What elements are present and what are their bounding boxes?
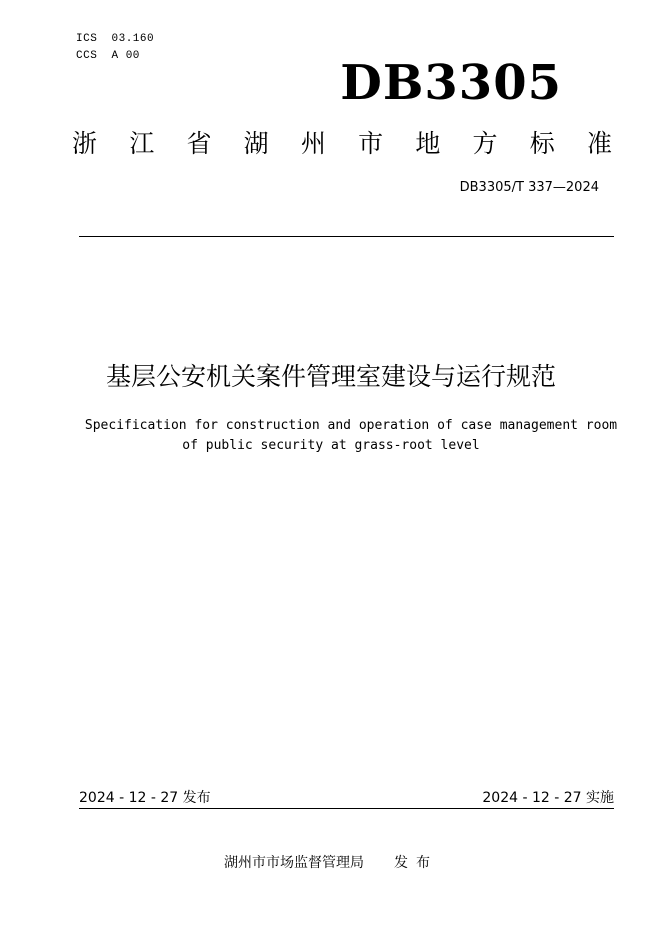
category-char: 州	[300, 129, 326, 158]
ccs-code: CCS A 00	[76, 50, 140, 62]
bottom-divider	[79, 808, 614, 809]
issue-date: 2024 - 12 - 27 发布	[79, 790, 211, 806]
category-char: 湖	[243, 129, 269, 158]
category-char: 地	[415, 129, 441, 158]
category-char: 标	[529, 129, 555, 158]
document-title-chinese: 基层公安机关案件管理室建设与运行规范	[105, 362, 556, 391]
publisher-action: 发布	[394, 855, 438, 871]
db-logo: DB3305	[340, 55, 562, 111]
category-char: 准	[586, 129, 612, 158]
category-char: 市	[358, 129, 384, 158]
document-title-english-line1: Specification for construction and operation of case management room	[84, 418, 618, 433]
publisher-name: 湖州市市场监督管理局	[224, 855, 364, 871]
category-char: 方	[472, 129, 498, 158]
category-char: 浙	[72, 129, 98, 158]
publisher-line	[0, 854, 662, 872]
standard-category	[72, 124, 612, 164]
category-char: 江	[129, 129, 155, 158]
category-char: 省	[186, 129, 212, 158]
standard-number: DB3305/T 337—2024	[459, 180, 599, 195]
top-divider	[79, 236, 614, 237]
document-title-english-line2: of public security at grass-root level	[182, 438, 480, 453]
implementation-date: 2024 - 12 - 27 实施	[482, 790, 614, 806]
ics-code: ICS 03.160	[76, 33, 155, 45]
